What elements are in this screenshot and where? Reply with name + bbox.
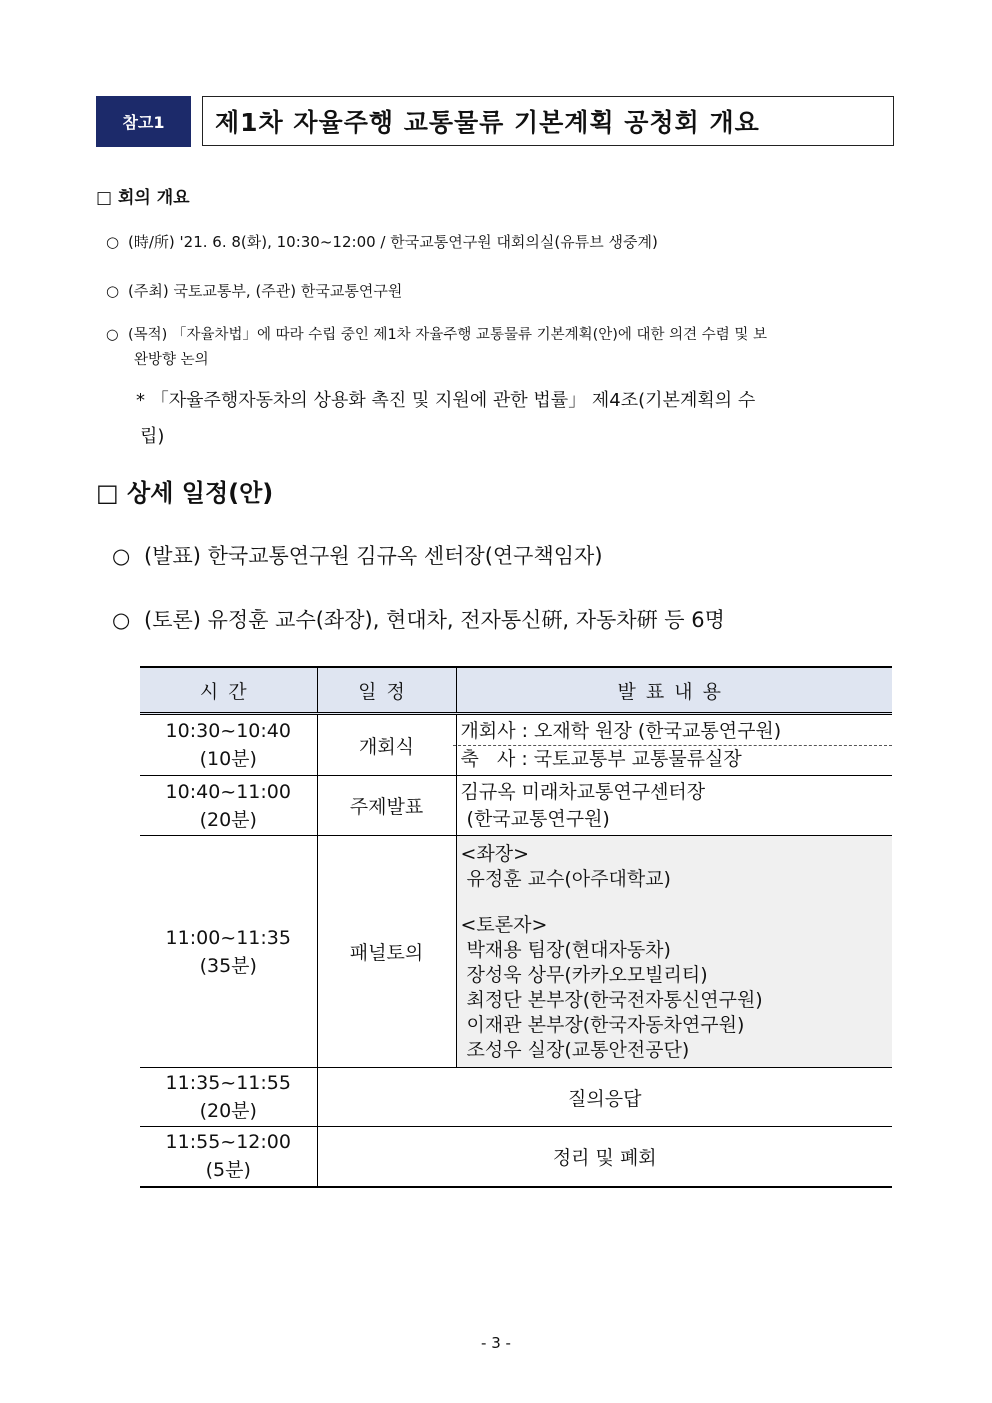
session-cell: 정리 및 폐회: [317, 1127, 892, 1187]
column-header-session: 일정: [317, 667, 456, 714]
content-line: 박재용 팀장(현대자동차): [460, 939, 671, 961]
time-range: 11:35~11:55: [165, 1072, 291, 1094]
time-range: 10:30~10:40: [165, 720, 291, 742]
law-note-line-2: 립): [140, 426, 165, 447]
table-row: [140, 1068, 892, 1127]
duration: (10분): [199, 748, 257, 770]
law-note-line-1: * 「자율주행자동차의 상용화 촉진 및 지원에 관한 법률」 제4조(기본계획의 수: [136, 390, 756, 411]
bullet-mark: ○: [106, 233, 120, 251]
column-header-time: 시간: [140, 667, 317, 714]
bullet-mark: ○: [106, 327, 119, 343]
detailed-schedule-heading: □ 상세 일정(안): [96, 479, 274, 507]
content-line: 축 사 : 국토교통부 교통물류실장: [453, 745, 893, 773]
content-cell: [456, 836, 892, 1068]
bullet-discussion: [112, 604, 725, 634]
table-row: [140, 776, 892, 836]
time-range: 10:40~11:00: [165, 780, 291, 803]
time-range: 11:55~12:00: [165, 1131, 291, 1154]
duration: (5분): [205, 1159, 251, 1182]
table-row: [140, 1127, 892, 1187]
presentation-text: (발표) 한국교통연구원 김규옥 센터장(연구책임자): [144, 544, 603, 568]
time-range: 11:00~11:35: [165, 926, 291, 949]
bullet-time-place: [106, 231, 658, 252]
content-line: 장성욱 상무(카카오모빌리티): [460, 964, 708, 986]
purpose-line-2: 완방향 논의: [134, 352, 209, 368]
session-cell: 질의응답: [317, 1068, 892, 1127]
purpose-line-1: (목적) 「자율차법」에 따라 수립 중인 제1차 자율주행 교통물류 기본계획(안)에 대한 의견 수렴 및 보: [128, 327, 768, 343]
time-cell: [140, 836, 317, 1068]
document-title: 제1차 자율주행 교통물류 기본계획 공청회 개요: [202, 96, 894, 146]
table-row: [140, 836, 892, 1068]
content-line: 김규옥 미래차교통연구센터장: [460, 780, 706, 803]
bullet-mark: ○: [106, 282, 120, 300]
bullet-purpose: [106, 323, 896, 344]
table-header-row: [140, 667, 892, 714]
table-row: [140, 714, 892, 776]
duration: (20분): [199, 808, 257, 831]
discussion-text: (토론) 유정훈 교수(좌장), 현대차, 전자통신硏, 자동차硏 등 6명: [144, 608, 725, 632]
content-line: 최정단 본부장(한국전자통신연구원): [460, 989, 763, 1011]
column-header-content: 발표내용: [456, 667, 892, 714]
time-cell: [140, 1068, 317, 1127]
duration: (35분): [199, 954, 257, 977]
time-cell: [140, 776, 317, 836]
content-line: <토론자>: [460, 914, 548, 936]
content-line: <좌장>: [460, 843, 530, 865]
session-cell: 개회식: [317, 714, 456, 776]
page-number: - 3 -: [481, 1334, 511, 1352]
duration: (20분): [199, 1100, 257, 1122]
time-cell: [140, 1127, 317, 1187]
content-line: (한국교통연구원): [460, 807, 610, 830]
content-cell: [456, 776, 892, 836]
reference-tag: 참고1: [96, 96, 191, 147]
schedule-table: [140, 666, 892, 1188]
time-cell: [140, 714, 317, 776]
content-cell: [456, 714, 892, 776]
content-line: 개회사 : 오재학 원장 (한국교통연구원): [460, 719, 782, 742]
content-line: 유정훈 교수(아주대학교): [460, 868, 671, 890]
time-place-text: (時/所) '21. 6. 8(화), 10:30~12:00 / 한국교통연구원 대회의실(유튜브 생중계): [128, 233, 658, 251]
content-line: [461, 892, 889, 913]
meeting-overview-heading: □ 회의 개요: [96, 188, 190, 208]
bullet-mark: ○: [112, 608, 131, 632]
host-text: (주최) 국토교통부, (주관) 한국교통연구원: [128, 282, 403, 300]
content-line: 조성우 실장(교통안전공단): [460, 1039, 690, 1061]
bullet-presentation: [112, 540, 603, 570]
session-cell: 패널토의: [317, 836, 456, 1068]
bullet-host: [106, 280, 402, 301]
bullet-mark: ○: [112, 544, 131, 568]
content-line: 이재관 본부장(한국자동차연구원): [460, 1014, 745, 1036]
session-cell: 주제발표: [317, 776, 456, 836]
